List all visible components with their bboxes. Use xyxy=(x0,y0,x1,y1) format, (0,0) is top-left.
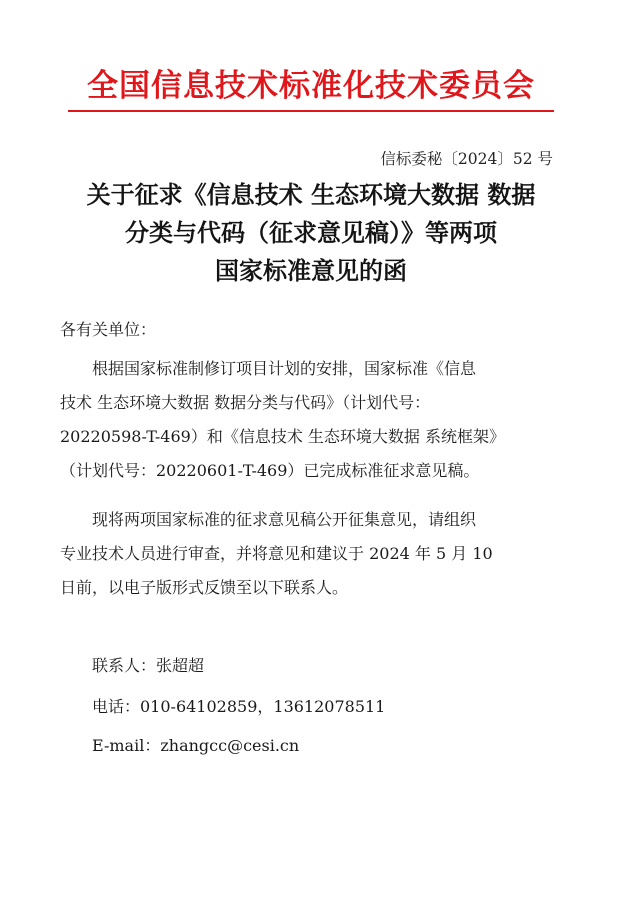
contact-phone: 电话：010-64102859，13612078511 xyxy=(92,697,386,716)
salutation: 各有关单位： xyxy=(60,320,157,339)
document-number: 信标委秘〔2024〕52 号 xyxy=(380,150,553,168)
paragraph-line: 根据国家标准制修订项目计划的安排，国家标准《信息 xyxy=(92,359,477,378)
document-title xyxy=(30,176,592,290)
organization-header: 全国信息技术标准化技术委员会 xyxy=(87,68,535,104)
contact-person: 联系人：张超超 xyxy=(92,656,205,675)
contact-email: E-mail：zhangcc@cesi.cn xyxy=(92,736,300,755)
paragraph-line: 技术 生态环境大数据 数据分类与代码》（计划代号： xyxy=(60,393,431,412)
paragraph-line: （计划代号：20220601-T-469）已完成标准征求意见稿。 xyxy=(60,461,480,480)
body-paragraph-1 xyxy=(60,352,560,488)
paragraph-line: 日前，以电子版形式反馈至以下联系人。 xyxy=(60,578,349,597)
header-red-rule xyxy=(68,110,554,112)
title-line: 国家标准意见的函 xyxy=(215,256,407,285)
paragraph-line: 现将两项国家标准的征求意见稿公开征集意见，请组织 xyxy=(92,510,477,529)
paragraph-line: 专业技术人员进行审查，并将意见和建议于 2024 年 5 月 10 xyxy=(60,544,493,563)
title-line: 分类与代码（征求意见稿）》等两项 xyxy=(125,218,497,247)
paragraph-line: 20220598-T-469）和《信息技术 生态环境大数据 系统框架》 xyxy=(60,427,506,446)
body-paragraph-2 xyxy=(60,503,560,605)
title-line: 关于征求《信息技术 生态环境大数据 数据 xyxy=(86,180,536,209)
